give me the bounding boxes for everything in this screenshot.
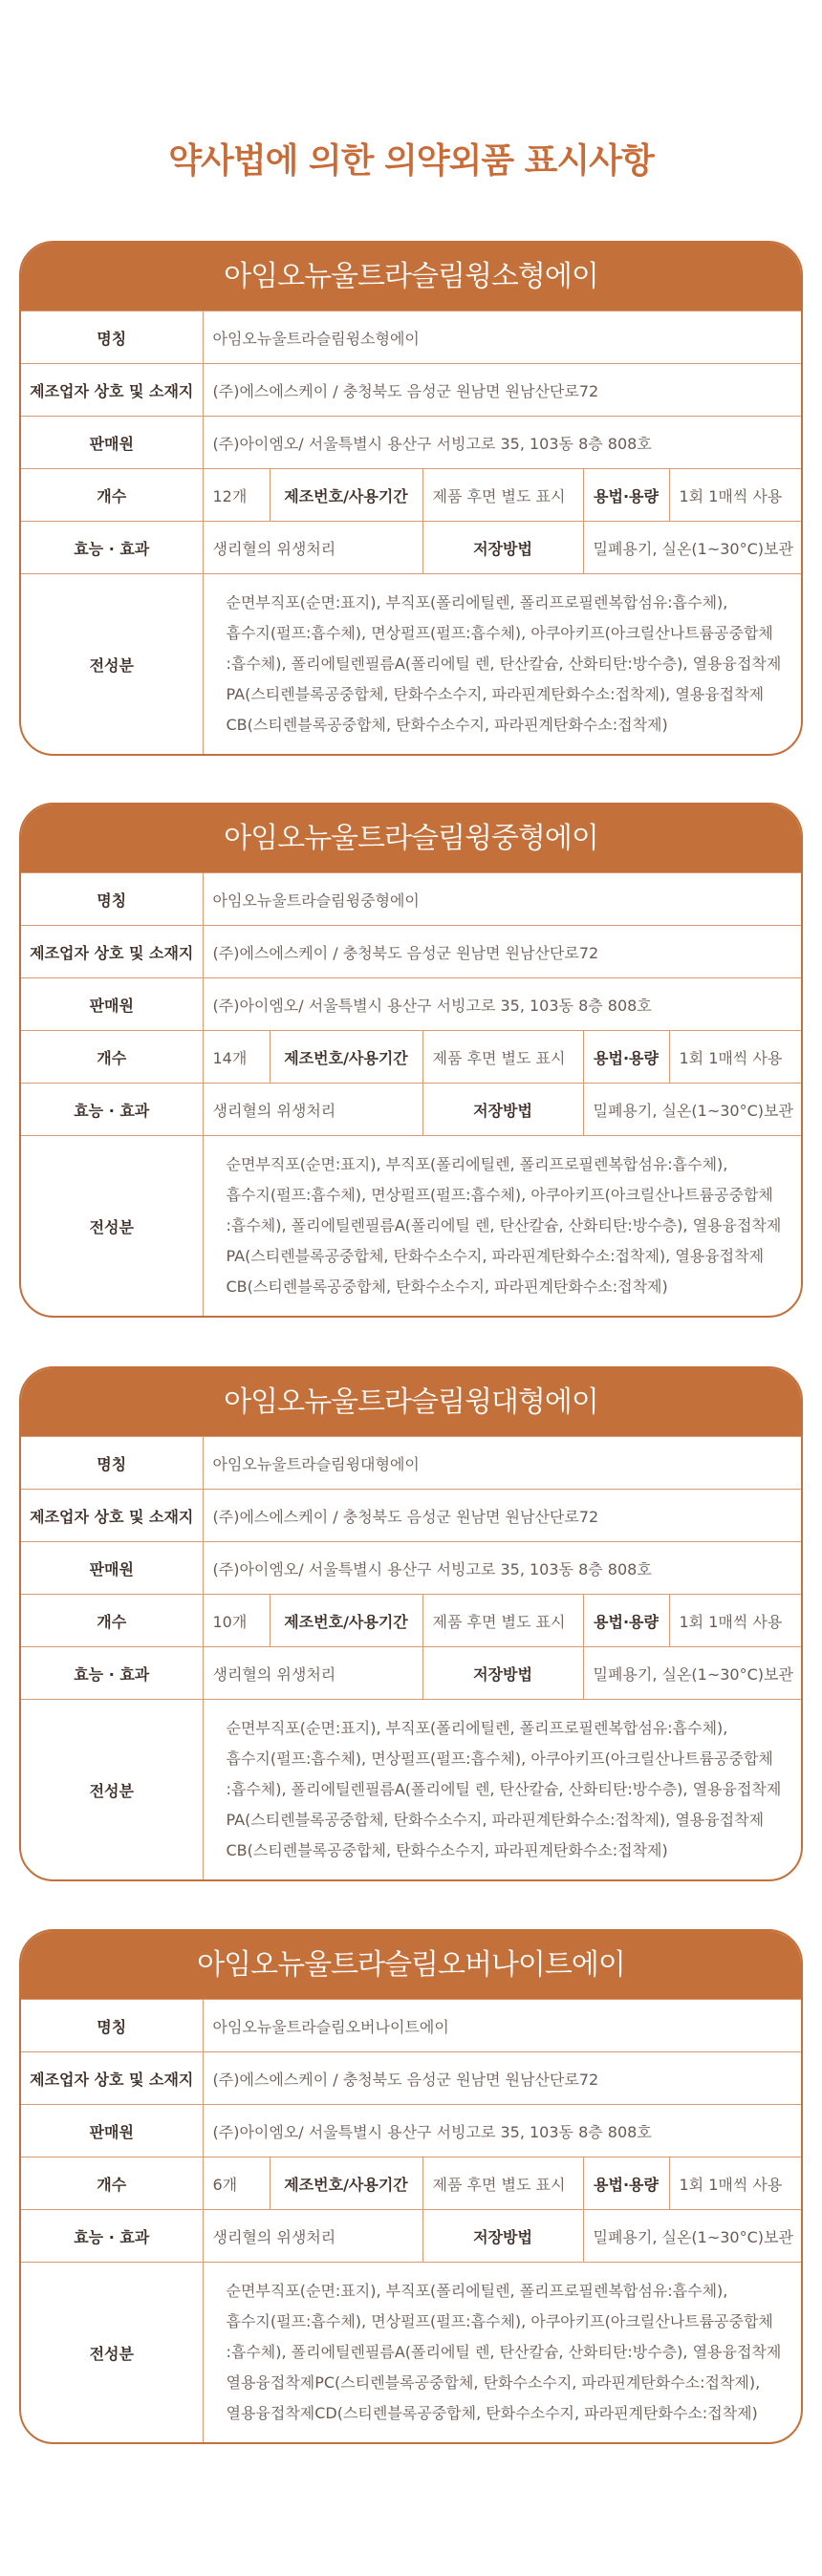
ingredients-line: 순면부직포(순면:표지), 부직포(폴리에틸렌, 폴리프로필렌복합섬유:흡수체), <box>226 593 728 612</box>
ingredients-line: :흡수체), 폴리에틸렌필름A(폴리에틸 렌, 탄산칼슘, 산화티탄:방수층), 열용융접착제 <box>226 655 782 673</box>
seller-label: 판매원 <box>21 417 203 469</box>
usage-value: 1회 1매씩 사용 <box>669 469 803 522</box>
seller-label: 판매원 <box>21 1542 203 1595</box>
name-label: 명칭 <box>21 1437 203 1490</box>
usage-label: 용법·용량 <box>583 1595 669 1647</box>
count-value: 12개 <box>203 469 270 522</box>
lot-label: 제조번호/사용기간 <box>270 1595 422 1647</box>
effect-label: 효능 · 효과 <box>21 1647 203 1700</box>
count-label: 개수 <box>21 2157 203 2210</box>
effect-value: 생리혈의 위생처리 <box>203 2210 422 2263</box>
storage-value: 밀폐용기, 실온(1~30°C)보관 <box>583 1647 803 1700</box>
ingredients-line: 순면부직포(순면:표지), 부직포(폴리에틸렌, 폴리프로필렌복합섬유:흡수체), <box>226 1155 728 1173</box>
effect-value: 생리혈의 위생처리 <box>203 1647 422 1700</box>
lot-label: 제조번호/사용기간 <box>270 2157 422 2210</box>
effect-value: 생리혈의 위생처리 <box>203 522 422 574</box>
manufacturer-label: 제조업자 상호 및 소재지 <box>21 2052 203 2105</box>
ingredients-label: 전성분 <box>21 1700 203 1880</box>
count-value: 14개 <box>203 1031 270 1084</box>
seller-label: 판매원 <box>21 2105 203 2157</box>
lot-value: 제품 후면 별도 표시 <box>422 2157 583 2210</box>
ingredients-value <box>203 574 803 755</box>
ingredients-line: 순면부직포(순면:표지), 부직포(폴리에틸렌, 폴리프로필렌복합섬유:흡수체), <box>226 1719 728 1737</box>
product-title: 아임오뉴울트라슬림윙중형에이 <box>21 805 801 872</box>
storage-label: 저장방법 <box>422 2210 583 2263</box>
ingredients-line: :흡수체), 폴리에틸렌필름A(폴리에틸 렌, 탄산칼슘, 산화티탄:방수층), 열용융접착제 <box>226 2343 782 2361</box>
storage-label: 저장방법 <box>422 522 583 574</box>
ingredients-label: 전성분 <box>21 2263 203 2443</box>
ingredients-line: 흡수지(펄프:흡수체), 면상펄프(펄프:흡수체), 아쿠아키프(아크릴산나트륨공중합체 <box>226 624 773 642</box>
ingredients-line: PA(스티렌블록공중합체, 탄화수소수지, 파라핀계탄화수소:접착제), 열용융접착제 <box>226 1247 765 1265</box>
manufacturer-label: 제조업자 상호 및 소재지 <box>21 1490 203 1542</box>
name-value: 아임오뉴울트라슬림윙중형에이 <box>203 873 803 926</box>
ingredients-value <box>203 1136 803 1317</box>
storage-value: 밀폐용기, 실온(1~30°C)보관 <box>583 1084 803 1136</box>
lot-value: 제품 후면 별도 표시 <box>422 1595 583 1647</box>
ingredients-line: 열용융접착제CD(스티렌블록공중합체, 탄화수소수지, 파라핀계탄화수소:접착제) <box>226 2404 758 2422</box>
ingredients-line: CB(스티렌블록공중합체, 탄화수소수지, 파라핀계탄화수소:접착제) <box>226 1841 668 1859</box>
count-value: 10개 <box>203 1595 270 1647</box>
manufacturer-value: (주)에스에스케이 / 충청북도 음성군 원남면 원남산단로72 <box>203 1490 803 1542</box>
product-title: 아임오뉴울트라슬림윙대형에이 <box>21 1368 801 1436</box>
info-table <box>21 872 803 1316</box>
lot-label: 제조번호/사용기간 <box>270 1031 422 1084</box>
manufacturer-value: (주)에스에스케이 / 충청북도 음성군 원남면 원남산단로72 <box>203 364 803 417</box>
ingredients-line: :흡수체), 폴리에틸렌필름A(폴리에틸 렌, 탄산칼슘, 산화티탄:방수층), 열용융접착제 <box>226 1780 782 1798</box>
product-card <box>19 241 803 756</box>
usage-value: 1회 1매씩 사용 <box>669 2157 803 2210</box>
ingredients-line: :흡수체), 폴리에틸렌필름A(폴리에틸 렌, 탄산칼슘, 산화티탄:방수층), 열용융접착제 <box>226 1216 782 1234</box>
effect-value: 생리혈의 위생처리 <box>203 1084 422 1136</box>
name-value: 아임오뉴울트라슬림윙소형에이 <box>203 311 803 364</box>
seller-value: (주)아이엠오/ 서울특별시 용산구 서빙고로 35, 103동 8층 808호 <box>203 978 803 1031</box>
lot-label: 제조번호/사용기간 <box>270 469 422 522</box>
manufacturer-value: (주)에스에스케이 / 충청북도 음성군 원남면 원남산단로72 <box>203 926 803 978</box>
product-card <box>19 1929 803 2444</box>
count-label: 개수 <box>21 1031 203 1084</box>
ingredients-line: 흡수지(펄프:흡수체), 면상펄프(펄프:흡수체), 아쿠아키프(아크릴산나트륨공중합체 <box>226 1186 773 1204</box>
page-title: 약사법에 의한 의약외품 표시사항 <box>168 141 654 181</box>
manufacturer-value: (주)에스에스케이 / 충청북도 음성군 원남면 원남산단로72 <box>203 2052 803 2105</box>
product-title: 아임오뉴울트라슬림오버나이트에이 <box>21 1931 801 1999</box>
name-value: 아임오뉴울트라슬림오버나이트에이 <box>203 2000 803 2052</box>
product-card <box>19 803 803 1318</box>
ingredients-line: 순면부직포(순면:표지), 부직포(폴리에틸렌, 폴리프로필렌복합섬유:흡수체), <box>226 2282 728 2300</box>
seller-label: 판매원 <box>21 978 203 1031</box>
manufacturer-label: 제조업자 상호 및 소재지 <box>21 364 203 417</box>
usage-label: 용법·용량 <box>583 1031 669 1084</box>
count-label: 개수 <box>21 1595 203 1647</box>
ingredients-value <box>203 1700 803 1880</box>
ingredients-line: 흡수지(펄프:흡수체), 면상펄프(펄프:흡수체), 아쿠아키프(아크릴산나트륨공중합체 <box>226 1750 773 1768</box>
name-value: 아임오뉴울트라슬림윙대형에이 <box>203 1437 803 1490</box>
ingredients-label: 전성분 <box>21 574 203 755</box>
name-label: 명칭 <box>21 873 203 926</box>
ingredients-line: 흡수지(펄프:흡수체), 면상펄프(펄프:흡수체), 아쿠아키프(아크릴산나트륨공중합체 <box>226 2312 773 2330</box>
storage-label: 저장방법 <box>422 1647 583 1700</box>
storage-value: 밀폐용기, 실온(1~30°C)보관 <box>583 2210 803 2263</box>
seller-value: (주)아이엠오/ 서울특별시 용산구 서빙고로 35, 103동 8층 808호 <box>203 417 803 469</box>
usage-value: 1회 1매씩 사용 <box>669 1595 803 1647</box>
effect-label: 효능 · 효과 <box>21 1084 203 1136</box>
lot-value: 제품 후면 별도 표시 <box>422 469 583 522</box>
ingredients-line: PA(스티렌블록공중합체, 탄화수소수지, 파라핀계탄화수소:접착제), 열용융접착제 <box>226 685 765 703</box>
storage-value: 밀폐용기, 실온(1~30°C)보관 <box>583 522 803 574</box>
ingredients-line: PA(스티렌블록공중합체, 탄화수소수지, 파라핀계탄화수소:접착제), 열용융접착제 <box>226 1811 765 1829</box>
usage-value: 1회 1매씩 사용 <box>669 1031 803 1084</box>
ingredients-value <box>203 2263 803 2443</box>
ingredients-line: CB(스티렌블록공중합체, 탄화수소수지, 파라핀계탄화수소:접착제) <box>226 1277 668 1296</box>
ingredients-label: 전성분 <box>21 1136 203 1317</box>
usage-label: 용법·용량 <box>583 2157 669 2210</box>
name-label: 명칭 <box>21 311 203 364</box>
usage-label: 용법·용량 <box>583 469 669 522</box>
effect-label: 효능 · 효과 <box>21 2210 203 2263</box>
ingredients-line: 열용융접착제PC(스티렌블록공중합체, 탄화수소수지, 파라핀계탄화수소:접착제), <box>226 2373 761 2392</box>
manufacturer-label: 제조업자 상호 및 소재지 <box>21 926 203 978</box>
info-table <box>21 1436 803 1879</box>
storage-label: 저장방법 <box>422 1084 583 1136</box>
product-card <box>19 1366 803 1881</box>
name-label: 명칭 <box>21 2000 203 2052</box>
effect-label: 효능 · 효과 <box>21 522 203 574</box>
info-table <box>21 311 803 754</box>
ingredients-line: CB(스티렌블록공중합체, 탄화수소수지, 파라핀계탄화수소:접착제) <box>226 716 668 734</box>
product-title: 아임오뉴울트라슬림윙소형에이 <box>21 243 801 311</box>
seller-value: (주)아이엠오/ 서울특별시 용산구 서빙고로 35, 103동 8층 808호 <box>203 2105 803 2157</box>
count-value: 6개 <box>203 2157 270 2210</box>
seller-value: (주)아이엠오/ 서울특별시 용산구 서빙고로 35, 103동 8층 808호 <box>203 1542 803 1595</box>
info-table <box>21 1999 803 2442</box>
count-label: 개수 <box>21 469 203 522</box>
lot-value: 제품 후면 별도 표시 <box>422 1031 583 1084</box>
